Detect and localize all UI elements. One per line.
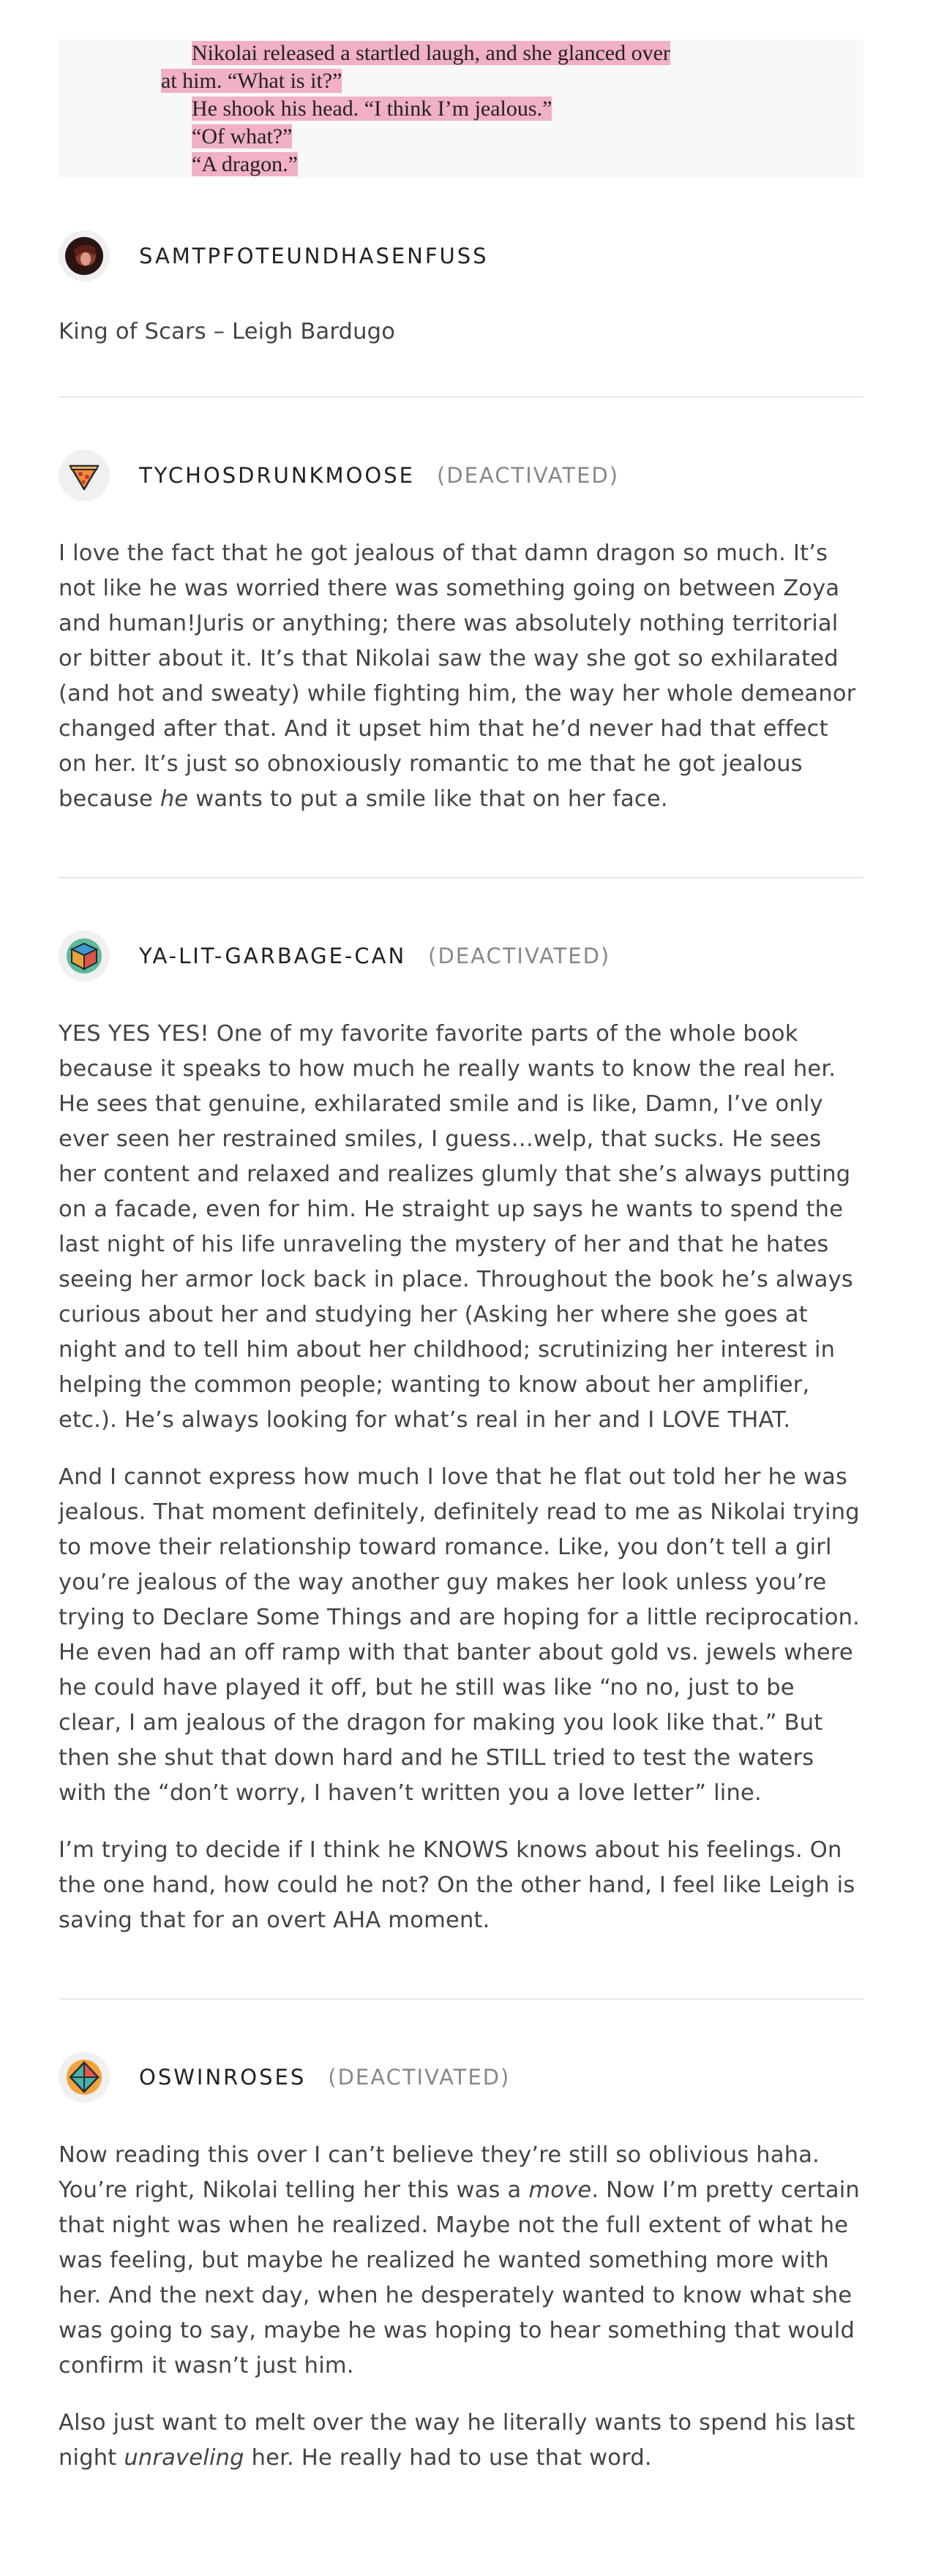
post-paragraph: I love the fact that he got jealous of that damn dragon so much. It’s not like he was worried there was something going on between Zoya and human!Juris or anything; there was absolutely nothing territorial or bitter about it. It’s that Nikolai saw the way she got so exhilarated (and hot and sweaty) while fighting him, the way her whole demeanor changed after that. And it upset him that he’d never had that effect on her. It’s just so obnoxiously romantic to me that he got jealous because he wants to put a smile like that on her face. [59, 541, 856, 812]
quote-line: “A dragon.” [192, 152, 298, 176]
post-body [59, 536, 863, 817]
photo-avatar-icon [64, 236, 105, 276]
post-paragraph: I’m trying to decide if I think he KNOWS knows about his feelings. On the one hand, how could he not? On the other hand, I feel like Leigh is saving that for an overt AHA moment. [59, 1837, 855, 1933]
post-paragraph: King of Scars – Leigh Bardugo [59, 319, 396, 344]
deactivated-label: (DEACTIVATED) [428, 944, 611, 968]
post-paragraph: YES YES YES! One of my favorite favorite parts of the whole book because it speaks to how much he really wants to know the real her. He sees that genuine, exhilarated smile and is like, Damn, I’ve only ever seen her restrained smiles, I guess…welp, that sucks. He sees her content and relaxed and realizes glumly that she’s always putting on a facade, even for him. He straight up says he wants to spend the last night of his life unraveling the mystery of her and that he hates seeing her armor lock back in place. Throughout the book he’s always curious about her and studying her (Asking her where she goes at night and to tell him about her childhood; scrutinizing her interest in helping the common people; wanting to know about her amplifier, etc.). He’s always looking for what’s real in her and I LOVE THAT. [59, 1021, 853, 1433]
username[interactable]: YA-LIT-GARBAGE-CAN [139, 944, 407, 968]
divider [59, 396, 863, 398]
quote-line: He shook his head. “I think I’m jealous.” [192, 97, 552, 121]
quote-line: “Of what?” [192, 124, 293, 148]
quote-block [59, 39, 863, 178]
diamond-icon [66, 2059, 102, 2095]
post-body [59, 2138, 863, 2476]
pizza-slice-icon [66, 457, 102, 494]
divider [59, 1998, 863, 2000]
avatar[interactable] [59, 2052, 110, 2103]
reblog-entry [59, 227, 863, 398]
post-paragraph: Now reading this over I can’t believe they’re still so oblivious haha. You’re right, Nikolai telling her this was a move. Now I’m pretty certain that night was when he realized. Maybe not the full extent of what he was feeling, but maybe he realized he wanted something more with her. And the next day, when he desperately wanted to know what she was going to say, maybe he was hoping to hear something that would confirm it wasn’t just him. [59, 2142, 860, 2379]
username[interactable]: OSWINROSES [139, 2065, 307, 2090]
reblog-thread [59, 0, 863, 2476]
post-header [59, 227, 863, 285]
post-body [59, 1017, 863, 1938]
divider [59, 877, 863, 878]
post-header [59, 446, 863, 505]
username[interactable]: TYCHOSDRUNKMOOSE [139, 463, 415, 488]
post-header [59, 2048, 863, 2106]
post-body [59, 315, 863, 350]
post-paragraph: And I cannot express how much I love that he flat out told her he was jealous. That moment definitely, definitely read to me as Nikolai trying to move their relationship toward romance. Like, you don’t tell a girl you’re jealous of the way another guy makes her look unless you’re trying to Declare Some Things and are hoping for a little reciprocation. He even had an off ramp with that banter about gold vs. jewels where he could have played it off, but he still was like “no no, just to be clear, I am jealous of the dragon for making you look like that.” But then she shut that down hard and he STILL tried to test the waters with the “don’t worry, I haven’t written you a love letter” line. [59, 1464, 861, 1806]
avatar[interactable] [59, 230, 110, 282]
deactivated-label: (DEACTIVATED) [436, 463, 620, 488]
post-header [59, 927, 863, 985]
post-paragraph: Also just want to melt over the way he literally wants to spend his last night unraveling her. He really had to use that word. [59, 2410, 855, 2471]
reblog-entry [59, 927, 863, 2000]
quote-line: Nikolai released a startled laugh, and she glanced over [192, 41, 670, 65]
reblog-entry [59, 446, 863, 878]
avatar[interactable] [59, 450, 110, 501]
reblog-entry [59, 2048, 863, 2476]
deactivated-label: (DEACTIVATED) [328, 2065, 511, 2090]
cube-icon [66, 938, 102, 974]
avatar[interactable] [59, 930, 110, 982]
quote-line: at him. “What is it?” [161, 69, 342, 93]
username[interactable]: SAMTPFOTEUNDHASENFUSS [139, 244, 489, 268]
